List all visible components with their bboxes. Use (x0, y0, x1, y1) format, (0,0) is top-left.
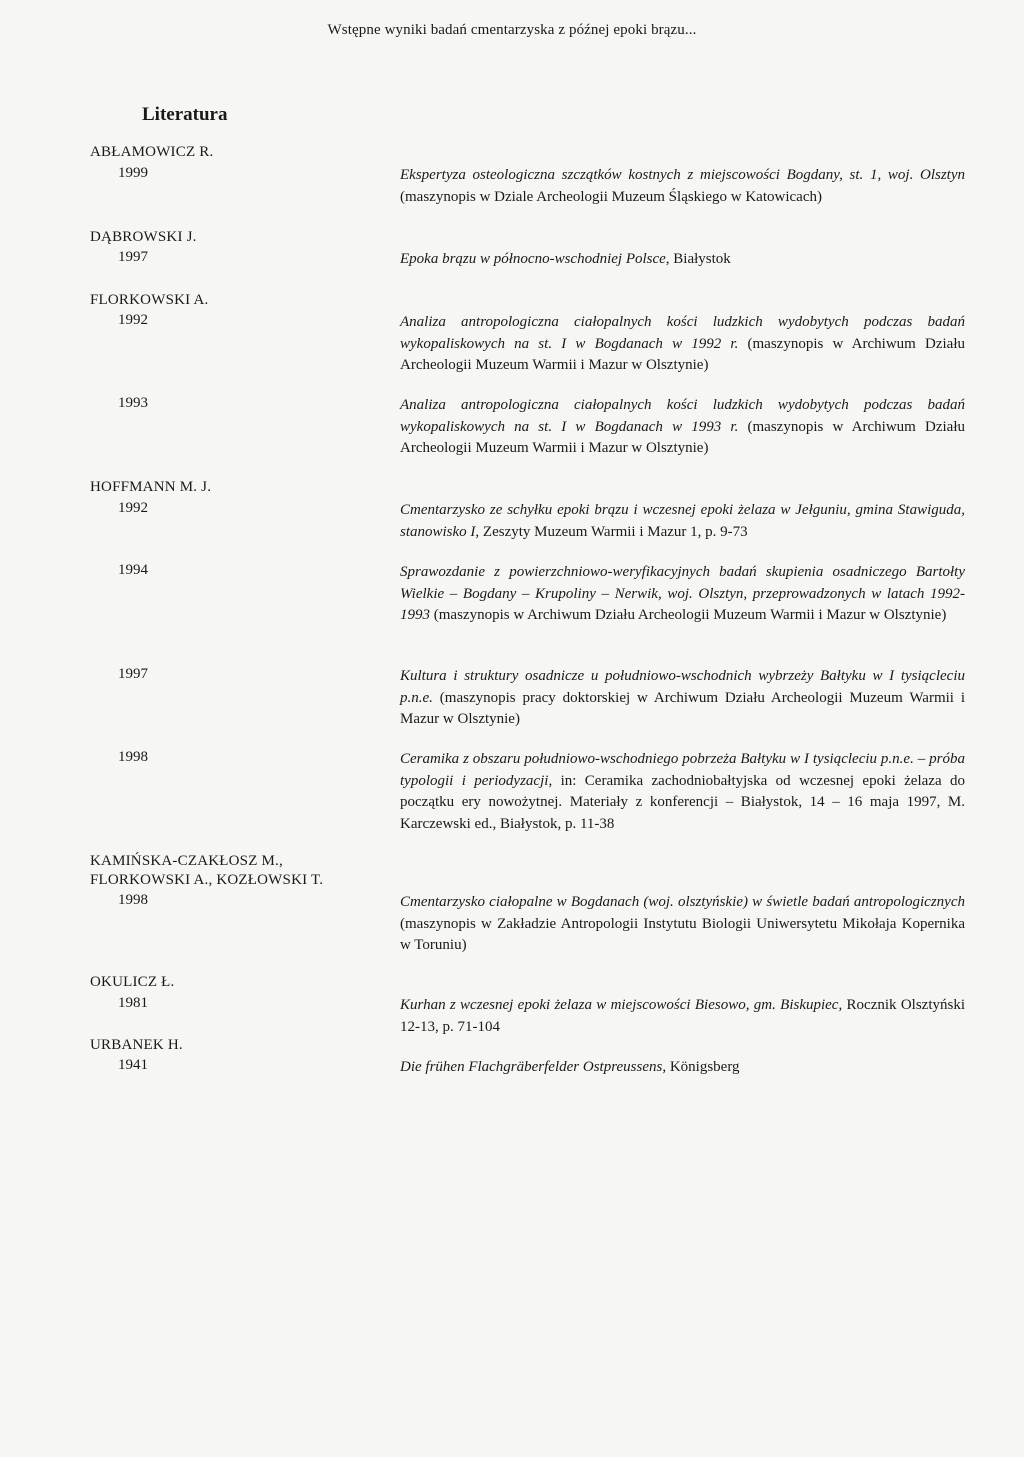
entry-details: (maszynopis w Zakładzie Antropologii Instytutu Biologii Uniwersytetu Mikołaja Kopernika w Toruniu) (400, 915, 965, 953)
author-name: HOFFMANN M. J. (90, 479, 212, 495)
entry-title: Epoka brązu w północno-wschodniej Polsce (400, 251, 666, 267)
entry-reference (400, 1057, 965, 1079)
entry-title: Kultura i struktury osadnicze u południowo-wschodnich wybrzeży Bałtyku w I tysiącleciu p.n.e. (400, 668, 965, 706)
entry-reference (400, 500, 965, 543)
entry-year: 1981 (118, 995, 148, 1011)
entry-year: 1997 (118, 249, 148, 265)
author-name: KAMIŃSKA-CZAKŁOSZ M., (90, 853, 283, 869)
author-name: FLORKOWSKI A. (90, 292, 209, 308)
entry-reference (400, 395, 965, 460)
entry-reference (400, 749, 965, 835)
entry-year: 1994 (118, 562, 148, 578)
entry-year: 1997 (118, 666, 148, 682)
entry-reference (400, 165, 965, 208)
entry-year: 1993 (118, 395, 148, 411)
running-head: Wstępne wyniki badań cmentarzyska z późnej epoki brązu... (327, 22, 697, 38)
entry-details: , Zeszyty Muzeum Warmii i Mazur 1, p. 9-73 (475, 523, 748, 540)
entry-details: (maszynopis w Archiwum Działu Archeologii Muzeum Warmii i Mazur w Olsztynie) (430, 607, 947, 623)
entry-year: 1941 (118, 1057, 148, 1073)
entry-title: Ceramika z obszaru południowo-wschodniego pobrzeża Bałtyku w I tysiącleciu p.n.e. – próba typologii i periodyzacji (400, 751, 965, 789)
entry-year: 1992 (118, 312, 148, 328)
entry-details: (maszynopis w Archiwum Działu Archeologii Muzeum Warmii i Mazur w Olsztynie) (400, 418, 965, 456)
author-name: DĄBROWSKI J. (90, 229, 197, 245)
entry-title: Ekspertyza osteologiczna szczątków kostnych z miejscowości Bogdany, st. 1, woj. Olsztyn (400, 167, 965, 183)
entry-title: Cmentarzysko ze schyłku epoki brązu i wczesnej epoki żelaza w Jełguniu, gmina Stawiguda, stanowisko I (400, 502, 965, 540)
entry-title: Sprawozdanie z powierzchniowo-weryfikacyjnych badań skupienia osadniczego Bartołty Wielkie – Bogdany – Krupoliny – Nerwik, woj. Olsztyn, przeprowadzonych w latach 1992-1993 (400, 564, 965, 623)
entry-title: Analiza antropologiczna ciałopalnych kości ludzkich wydobytych podczas badań wykopaliskowych na st. I w Bogdanach w 1992 r. (400, 314, 965, 352)
entry-year: 1998 (118, 892, 148, 908)
entry-reference (400, 995, 965, 1038)
entry-reference (400, 666, 965, 731)
entry-reference (400, 562, 965, 627)
entry-details: , Rocznik Olsztyński 12-13, p. 71-104 (400, 997, 965, 1035)
entry-title: Kurhan z wczesnej epoki żelaza w miejscowości Biesowo, gm. Biskupiec (400, 997, 839, 1013)
author-name: FLORKOWSKI A., KOZŁOWSKI T. (90, 872, 324, 888)
entry-year: 1999 (118, 165, 148, 181)
entry-year: 1998 (118, 749, 148, 765)
entry-details: , Białystok (665, 251, 731, 267)
entry-title: Die frühen Flachgräberfelder Ostpreussens (400, 1059, 663, 1075)
entry-reference (400, 249, 965, 271)
entry-details: , in: Ceramika zachodniobałtyjska od wczesnej epoki żelaza do początku ery nowożytnej. Materiały z konferencji – Białystok, 14 – 16 maja 1997, M. Karczewski ed., Białystok, p. 11-38 (400, 772, 965, 832)
author-name: URBANEK H. (90, 1037, 183, 1053)
section-title: Literatura (142, 104, 228, 125)
author-name: ABŁAMOWICZ R. (90, 144, 214, 160)
entry-reference (400, 892, 965, 957)
author-name: OKULICZ Ł. (90, 974, 175, 990)
entry-details: , Königsberg (662, 1059, 740, 1075)
entry-title: Analiza antropologiczna ciałopalnych kości ludzkich wydobytych podczas badań wykopaliskowych na st. I w Bogdanach w 1993 r. (400, 397, 965, 435)
entry-title: Cmentarzysko ciałopalne w Bogdanach (woj. olsztyńskie) w świetle badań antropologicznych (400, 894, 965, 910)
entry-reference (400, 312, 965, 377)
entry-year: 1992 (118, 500, 148, 516)
entry-details: (maszynopis w Archiwum Działu Archeologii Muzeum Warmii i Mazur w Olsztynie) (400, 335, 965, 373)
entry-details: (maszynopis w Dziale Archeologii Muzeum Śląskiego w Katowicach) (400, 188, 822, 205)
entry-details: (maszynopis pracy doktorskiej w Archiwum Działu Archeologii Muzeum Warmii i Mazur w Olsztynie) (400, 689, 965, 727)
